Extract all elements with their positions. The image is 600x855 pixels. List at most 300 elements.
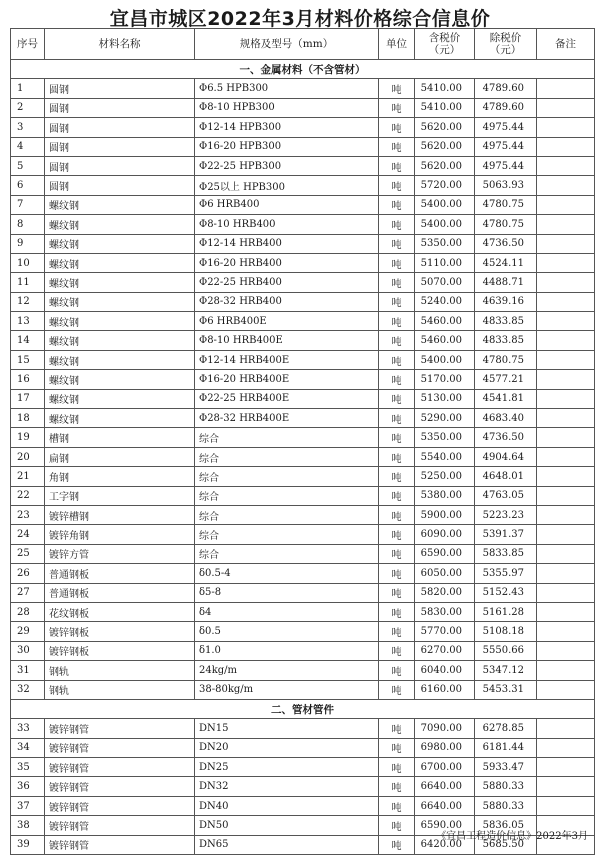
price-without-tax: 4833.85 [475, 331, 537, 350]
section-title: 一、金属材料（不含管材） [11, 60, 595, 79]
price-with-tax: 6040.00 [415, 661, 475, 680]
spec-model: 综合 [195, 447, 379, 466]
unit: 吨 [379, 816, 415, 835]
price-without-tax: 5880.33 [475, 777, 537, 796]
unit: 吨 [379, 331, 415, 350]
unit: 吨 [379, 409, 415, 428]
unit: 吨 [379, 98, 415, 117]
spec-model: Φ8-10 HRB400 [195, 215, 379, 234]
row-number: 13 [11, 312, 45, 331]
price-without-tax: 5108.18 [475, 622, 537, 641]
table-row [11, 680, 595, 699]
material-name: 镀锌钢管 [45, 816, 195, 835]
remark [537, 156, 595, 175]
table-row [11, 312, 595, 331]
spec-model: DN40 [195, 796, 379, 815]
row-number: 23 [11, 505, 45, 524]
price-without-tax: 4763.05 [475, 486, 537, 505]
remark [537, 428, 595, 447]
spec-model: Φ22-25 HRB400E [195, 389, 379, 408]
price-with-tax: 5460.00 [415, 312, 475, 331]
unit: 吨 [379, 719, 415, 738]
row-number: 36 [11, 777, 45, 796]
row-number: 14 [11, 331, 45, 350]
spec-model: Φ8-10 HRB400E [195, 331, 379, 350]
price-with-tax: 6160.00 [415, 680, 475, 699]
price-table [10, 28, 595, 855]
table-row [11, 602, 595, 621]
spec-model: Φ22-25 HRB400 [195, 273, 379, 292]
material-name: 镀锌钢板 [45, 622, 195, 641]
unit: 吨 [379, 661, 415, 680]
price-with-tax: 5720.00 [415, 176, 475, 195]
header-no: 序号 [11, 29, 45, 60]
price-without-tax: 4648.01 [475, 467, 537, 486]
price-with-tax: 5400.00 [415, 215, 475, 234]
price-with-tax: 5380.00 [415, 486, 475, 505]
unit: 吨 [379, 253, 415, 272]
table-row [11, 118, 595, 137]
table-row [11, 447, 595, 466]
material-name: 螺纹钢 [45, 215, 195, 234]
row-number: 18 [11, 409, 45, 428]
price-without-tax: 5453.31 [475, 680, 537, 699]
price-without-tax: 5933.47 [475, 758, 537, 777]
table-row [11, 273, 595, 292]
material-name: 镀锌槽钢 [45, 505, 195, 524]
material-name: 普通钢板 [45, 564, 195, 583]
row-number: 12 [11, 292, 45, 311]
spec-model: Φ28-32 HRB400 [195, 292, 379, 311]
material-name: 镀锌角钢 [45, 525, 195, 544]
remark [537, 98, 595, 117]
price-without-tax: 5880.33 [475, 796, 537, 815]
material-name: 螺纹钢 [45, 195, 195, 214]
remark [537, 118, 595, 137]
spec-model: DN15 [195, 719, 379, 738]
remark [537, 389, 595, 408]
unit: 吨 [379, 350, 415, 369]
table-row [11, 583, 595, 602]
header-name: 材料名称 [45, 29, 195, 60]
material-name: 圆钢 [45, 156, 195, 175]
price-without-tax: 6278.85 [475, 719, 537, 738]
material-name: 螺纹钢 [45, 389, 195, 408]
price-with-tax: 5350.00 [415, 428, 475, 447]
price-without-tax: 4541.81 [475, 389, 537, 408]
table-row [11, 156, 595, 175]
spec-model: Φ28-32 HRB400E [195, 409, 379, 428]
table-row [11, 370, 595, 389]
row-number: 20 [11, 447, 45, 466]
material-name: 螺纹钢 [45, 292, 195, 311]
spec-model: 38-80kg/m [195, 680, 379, 699]
price-with-tax: 5410.00 [415, 79, 475, 98]
remark [537, 544, 595, 563]
table-row [11, 758, 595, 777]
row-number: 31 [11, 661, 45, 680]
row-number: 7 [11, 195, 45, 214]
row-number: 26 [11, 564, 45, 583]
table-row [11, 176, 595, 195]
table-row [11, 505, 595, 524]
table-header [11, 29, 595, 60]
spec-model: Φ16-20 HRB400E [195, 370, 379, 389]
price-with-tax: 5130.00 [415, 389, 475, 408]
spec-model: DN65 [195, 835, 379, 854]
unit: 吨 [379, 680, 415, 699]
price-with-tax: 5170.00 [415, 370, 475, 389]
unit: 吨 [379, 292, 415, 311]
price-without-tax: 4639.16 [475, 292, 537, 311]
spec-model: Φ12-14 HRB400E [195, 350, 379, 369]
remark [537, 583, 595, 602]
remark [537, 292, 595, 311]
row-number: 6 [11, 176, 45, 195]
remark [537, 486, 595, 505]
unit: 吨 [379, 486, 415, 505]
row-number: 2 [11, 98, 45, 117]
material-name: 螺纹钢 [45, 350, 195, 369]
table-row [11, 331, 595, 350]
price-with-tax: 5620.00 [415, 156, 475, 175]
price-with-tax: 5290.00 [415, 409, 475, 428]
table-row [11, 486, 595, 505]
price-without-tax: 5836.05 [475, 816, 537, 835]
price-without-tax: 4683.40 [475, 409, 537, 428]
remark [537, 738, 595, 757]
remark [537, 447, 595, 466]
material-name: 镀锌钢管 [45, 835, 195, 854]
price-with-tax: 5400.00 [415, 195, 475, 214]
price-without-tax: 4780.75 [475, 215, 537, 234]
row-number: 32 [11, 680, 45, 699]
spec-model: Φ16-20 HPB300 [195, 137, 379, 156]
remark [537, 641, 595, 660]
remark [537, 253, 595, 272]
price-without-tax: 4975.44 [475, 118, 537, 137]
unit: 吨 [379, 622, 415, 641]
price-with-tax: 5110.00 [415, 253, 475, 272]
remark [537, 777, 595, 796]
material-name: 螺纹钢 [45, 409, 195, 428]
remark [537, 622, 595, 641]
unit: 吨 [379, 738, 415, 757]
unit: 吨 [379, 758, 415, 777]
price-with-tax: 6050.00 [415, 564, 475, 583]
row-number: 5 [11, 156, 45, 175]
material-name: 镀锌钢管 [45, 719, 195, 738]
spec-model: Φ25以上 HPB300 [195, 176, 379, 195]
header-spec: 规格及型号（mm） [195, 29, 379, 60]
price-without-tax: 6181.44 [475, 738, 537, 757]
price-with-tax: 5250.00 [415, 467, 475, 486]
material-name: 镀锌钢板 [45, 641, 195, 660]
table-row [11, 292, 595, 311]
material-name: 槽钢 [45, 428, 195, 447]
material-name: 圆钢 [45, 118, 195, 137]
unit: 吨 [379, 467, 415, 486]
unit: 吨 [379, 447, 415, 466]
price-without-tax: 4577.21 [475, 370, 537, 389]
price-with-tax: 5410.00 [415, 98, 475, 117]
unit: 吨 [379, 564, 415, 583]
price-with-tax: 5770.00 [415, 622, 475, 641]
remark [537, 370, 595, 389]
price-with-tax: 5620.00 [415, 118, 475, 137]
row-number: 4 [11, 137, 45, 156]
row-number: 28 [11, 602, 45, 621]
material-name: 圆钢 [45, 137, 195, 156]
row-number: 1 [11, 79, 45, 98]
spec-model: δ4 [195, 602, 379, 621]
row-number: 8 [11, 215, 45, 234]
price-with-tax: 5240.00 [415, 292, 475, 311]
price-without-tax: 4780.75 [475, 195, 537, 214]
price-with-tax: 6980.00 [415, 738, 475, 757]
unit: 吨 [379, 312, 415, 331]
price-without-tax: 5355.97 [475, 564, 537, 583]
spec-model: 综合 [195, 428, 379, 447]
remark [537, 273, 595, 292]
remark [537, 215, 595, 234]
material-name: 镀锌钢管 [45, 777, 195, 796]
material-name: 镀锌钢管 [45, 758, 195, 777]
price-with-tax: 5830.00 [415, 602, 475, 621]
header-note: 备注 [537, 29, 595, 60]
remark [537, 467, 595, 486]
spec-model: Φ8-10 HPB300 [195, 98, 379, 117]
section-header [11, 699, 595, 718]
unit: 吨 [379, 583, 415, 602]
table-row [11, 409, 595, 428]
price-without-tax: 4833.85 [475, 312, 537, 331]
spec-model: DN50 [195, 816, 379, 835]
unit: 吨 [379, 544, 415, 563]
price-with-tax: 6590.00 [415, 544, 475, 563]
spec-model: 24kg/m [195, 661, 379, 680]
price-with-tax: 6270.00 [415, 641, 475, 660]
table-row [11, 389, 595, 408]
spec-model: DN25 [195, 758, 379, 777]
price-without-tax: 5161.28 [475, 602, 537, 621]
spec-model: δ5-8 [195, 583, 379, 602]
table-row [11, 215, 595, 234]
material-name: 镀锌方管 [45, 544, 195, 563]
table-row [11, 641, 595, 660]
unit: 吨 [379, 525, 415, 544]
section-title: 二、管材管件 [11, 699, 595, 718]
material-name: 螺纹钢 [45, 331, 195, 350]
price-without-tax: 4488.71 [475, 273, 537, 292]
spec-model: 综合 [195, 544, 379, 563]
row-number: 39 [11, 835, 45, 854]
table-row [11, 796, 595, 815]
remark [537, 79, 595, 98]
unit: 吨 [379, 602, 415, 621]
material-name: 圆钢 [45, 98, 195, 117]
table-row [11, 98, 595, 117]
price-without-tax: 4736.50 [475, 428, 537, 447]
remark [537, 564, 595, 583]
row-number: 29 [11, 622, 45, 641]
price-with-tax: 6090.00 [415, 525, 475, 544]
spec-model: 综合 [195, 467, 379, 486]
price-without-tax: 5347.12 [475, 661, 537, 680]
unit: 吨 [379, 79, 415, 98]
material-name: 螺纹钢 [45, 370, 195, 389]
spec-model: Φ6.5 HPB300 [195, 79, 379, 98]
row-number: 3 [11, 118, 45, 137]
price-with-tax: 6700.00 [415, 758, 475, 777]
remark [537, 350, 595, 369]
price-without-tax: 5550.66 [475, 641, 537, 660]
table-row [11, 719, 595, 738]
material-name: 普通钢板 [45, 583, 195, 602]
remark [537, 312, 595, 331]
price-with-tax: 5460.00 [415, 331, 475, 350]
row-number: 30 [11, 641, 45, 660]
spec-model: DN32 [195, 777, 379, 796]
remark [537, 176, 595, 195]
table-row [11, 777, 595, 796]
price-with-tax: 6590.00 [415, 816, 475, 835]
unit: 吨 [379, 273, 415, 292]
price-with-tax: 5900.00 [415, 505, 475, 524]
remark [537, 661, 595, 680]
remark [537, 602, 595, 621]
table-row [11, 564, 595, 583]
spec-model: 综合 [195, 505, 379, 524]
row-number: 37 [11, 796, 45, 815]
price-without-tax: 4975.44 [475, 137, 537, 156]
unit: 吨 [379, 641, 415, 660]
unit: 吨 [379, 176, 415, 195]
price-without-tax: 4789.60 [475, 98, 537, 117]
material-name: 螺纹钢 [45, 312, 195, 331]
price-without-tax: 4789.60 [475, 79, 537, 98]
spec-model: Φ16-20 HRB400 [195, 253, 379, 272]
spec-model: δ0.5 [195, 622, 379, 641]
row-number: 10 [11, 253, 45, 272]
table-row [11, 428, 595, 447]
header-price-tax: 含税价 （元） [415, 29, 475, 60]
unit: 吨 [379, 428, 415, 447]
price-with-tax: 5620.00 [415, 137, 475, 156]
price-with-tax: 6420.00 [415, 835, 475, 854]
unit: 吨 [379, 195, 415, 214]
price-with-tax: 5540.00 [415, 447, 475, 466]
table-row [11, 467, 595, 486]
unit: 吨 [379, 505, 415, 524]
table-row [11, 544, 595, 563]
material-name: 工字钢 [45, 486, 195, 505]
row-number: 22 [11, 486, 45, 505]
unit: 吨 [379, 389, 415, 408]
remark [537, 796, 595, 815]
remark [537, 505, 595, 524]
spec-model: Φ22-25 HPB300 [195, 156, 379, 175]
unit: 吨 [379, 796, 415, 815]
material-name: 角钢 [45, 467, 195, 486]
header-unit: 单位 [379, 29, 415, 60]
price-without-tax: 4736.50 [475, 234, 537, 253]
price-with-tax: 5350.00 [415, 234, 475, 253]
row-number: 11 [11, 273, 45, 292]
price-without-tax: 5063.93 [475, 176, 537, 195]
price-without-tax: 4524.11 [475, 253, 537, 272]
row-number: 35 [11, 758, 45, 777]
spec-model: DN20 [195, 738, 379, 757]
section-header [11, 60, 595, 79]
unit: 吨 [379, 137, 415, 156]
remark [537, 525, 595, 544]
table-row [11, 350, 595, 369]
table-row [11, 525, 595, 544]
remark [537, 331, 595, 350]
row-number: 34 [11, 738, 45, 757]
row-number: 27 [11, 583, 45, 602]
row-number: 15 [11, 350, 45, 369]
price-without-tax: 5391.37 [475, 525, 537, 544]
remark [537, 719, 595, 738]
table-body [11, 60, 595, 855]
material-name: 扁钢 [45, 447, 195, 466]
unit: 吨 [379, 370, 415, 389]
spec-model: δ0.5-4 [195, 564, 379, 583]
remark [537, 409, 595, 428]
table-row [11, 79, 595, 98]
row-number: 25 [11, 544, 45, 563]
remark [537, 680, 595, 699]
material-name: 钢轨 [45, 661, 195, 680]
row-number: 21 [11, 467, 45, 486]
price-with-tax: 5820.00 [415, 583, 475, 602]
table-row [11, 661, 595, 680]
material-name: 花纹钢板 [45, 602, 195, 621]
spec-model: δ1.0 [195, 641, 379, 660]
remark [537, 137, 595, 156]
unit: 吨 [379, 234, 415, 253]
price-with-tax: 5400.00 [415, 350, 475, 369]
material-name: 螺纹钢 [45, 273, 195, 292]
material-name: 螺纹钢 [45, 253, 195, 272]
document-footer: 《宜昌工程造价信息》2022年3月 [436, 831, 588, 842]
unit: 吨 [379, 156, 415, 175]
material-name: 镀锌钢管 [45, 796, 195, 815]
row-number: 17 [11, 389, 45, 408]
header-price-notax: 除税价 （元） [475, 29, 537, 60]
spec-model: Φ6 HRB400 [195, 195, 379, 214]
price-without-tax: 5152.43 [475, 583, 537, 602]
material-name: 镀锌钢管 [45, 738, 195, 757]
price-without-tax: 5223.23 [475, 505, 537, 524]
spec-model: Φ12-14 HPB300 [195, 118, 379, 137]
row-number: 19 [11, 428, 45, 447]
unit: 吨 [379, 777, 415, 796]
price-without-tax: 4780.75 [475, 350, 537, 369]
table-row [11, 234, 595, 253]
price-with-tax: 6640.00 [415, 777, 475, 796]
spec-model: 综合 [195, 525, 379, 544]
price-without-tax: 5685.50 [475, 835, 537, 854]
spec-model: Φ12-14 HRB400 [195, 234, 379, 253]
table-row [11, 738, 595, 757]
spec-model: Φ6 HRB400E [195, 312, 379, 331]
price-with-tax: 6640.00 [415, 796, 475, 815]
row-number: 24 [11, 525, 45, 544]
row-number: 38 [11, 816, 45, 835]
